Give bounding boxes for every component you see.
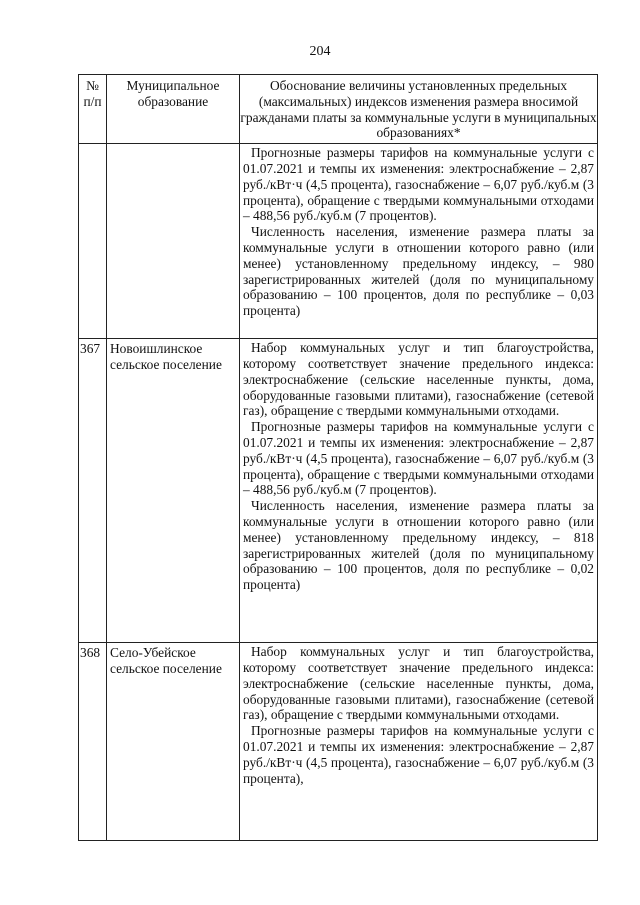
row-number: 368 <box>79 643 107 841</box>
table-row <box>79 339 598 643</box>
table-header-row <box>79 75 598 144</box>
tariff-forecast-paragraph: Прогнозные размеры тарифов на коммунальные услуги с 01.07.2021 и темпы их изменения: электроснабжение – 2,87 руб./кВт·ч (4,5 процента), газоснабжение – 6,07 руб./куб.м (3 процента), обращение с твердыми коммунальными отходами – 488,56 руб./куб.м (7 процентов). <box>243 145 594 224</box>
tariff-forecast-paragraph: Прогнозные размеры тарифов на коммунальные услуги с 01.07.2021 и темпы их изменения: электроснабжение – 2,87 руб./кВт·ч (4,5 процента), газоснабжение – 6,07 руб./куб.м (3 процента), <box>243 723 594 786</box>
population-paragraph: Численность населения, изменение размера платы за коммунальные услуги в отношении которого равно (или менее) установленному предельному индексу, – 818 зарегистрированных жителей (доля по муниципальному образованию – 100 процентов, доля по республике – 0,02 процента) <box>243 498 594 593</box>
row-number: 367 <box>79 339 107 643</box>
justification-cell <box>240 643 598 841</box>
justification-cell <box>240 144 598 339</box>
header-number: № п/п <box>79 75 107 144</box>
municipality-name: Новоишлинское сельское поселение <box>107 339 240 643</box>
header-municipality: Муниципальное образование <box>107 75 240 144</box>
municipality-name <box>107 144 240 339</box>
tariff-forecast-paragraph: Прогнозные размеры тарифов на коммунальные услуги с 01.07.2021 и темпы их изменения: электроснабжение – 2,87 руб./кВт·ч (4,5 процента), газоснабжение – 6,07 руб./куб.м (3 процента), обращение с твердыми коммунальными отходами – 488,56 руб./куб.м (7 процентов). <box>243 419 594 498</box>
service-set-paragraph: Набор коммунальных услуг и тип благоустройства, которому соответствует значение предельного индекса: электроснабжение (сельские населенные пункты, дома, оборудованные газовыми плитами), газоснабжение (сетевой газ), обращение с твердыми коммунальными отходами. <box>243 340 594 419</box>
table-row <box>79 643 598 841</box>
header-justification: Обоснование величины установленных предельных (максимальных) индексов изменения размера вносимой гражданами платы за коммунальные услуги в муниципальных образованиях* <box>240 75 598 144</box>
page-number: 204 <box>309 44 331 59</box>
justification-cell <box>240 339 598 643</box>
row-number <box>79 144 107 339</box>
service-set-paragraph: Набор коммунальных услуг и тип благоустройства, которому соответствует значение предельного индекса: электроснабжение (сельские населенные пункты, дома, оборудованные газовыми плитами), газоснабжение (сетевой газ), обращение с твердыми коммунальными отходами. <box>243 644 594 723</box>
table-row <box>79 144 598 339</box>
tariff-justification-table <box>78 74 598 841</box>
municipality-name: Село-Убейское сельское поселение <box>107 643 240 841</box>
population-paragraph: Численность населения, изменение размера платы за коммунальные услуги в отношении которого равно (или менее) установленному предельному индексу, – 980 зарегистрированных жителей (доля по муниципальному образованию – 100 процентов, доля по республике – 0,03 процента) <box>243 224 594 319</box>
